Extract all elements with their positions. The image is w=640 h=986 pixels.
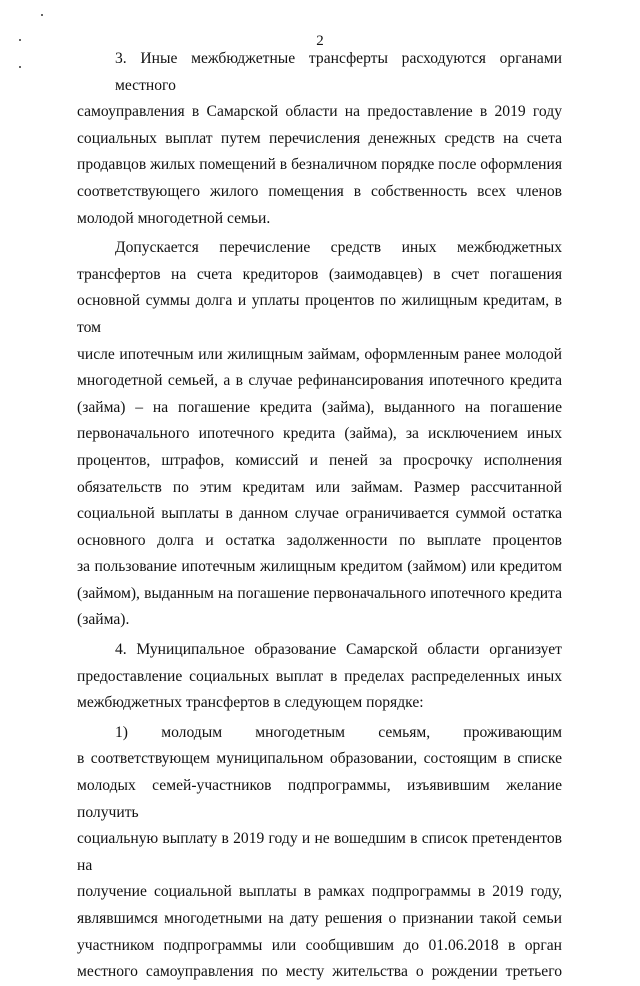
text-line: социальной выплаты в данном случае ограничивается суммой остатка xyxy=(77,505,562,523)
text-line: продавцов жилых помещений в безналичном порядке после оформления xyxy=(77,156,562,174)
text-line: (займа). xyxy=(77,611,130,629)
text-line: молодой многодетной семьи. xyxy=(77,209,271,227)
text-line: основной суммы долга и уплаты процентов по жилищным кредитам, в том xyxy=(77,292,562,336)
scan-speck xyxy=(41,14,43,16)
text-line: основного долга и остатка задолженности по выплате процентов xyxy=(77,531,562,549)
text-line: трансфертов на счета кредиторов (заимодавцев) в счет погашения xyxy=(77,265,562,283)
scan-speck xyxy=(19,66,21,68)
text-line: являвшимся многодетными на дату решения о признании такой семьи xyxy=(77,910,562,927)
text-line: процентов, штрафов, комиссий и пеней за просрочку исполнения xyxy=(77,451,562,469)
text-line: социальную выплату в 2019 году и не вошедшим в список претендентов на xyxy=(77,830,562,874)
text-line: местного самоуправления по месту жительства о рождении третьего xyxy=(77,963,562,981)
text-line: первоначального ипотечного кредита (займа), за исключением иных xyxy=(77,425,562,443)
text-line: предоставление социальных выплат в пределах распределенных иных xyxy=(77,667,562,685)
text-line: (займа) – на погашение кредита (займа), выданного на погашение xyxy=(77,398,562,416)
text-line: межбюджетных трансфертов в следующем порядке: xyxy=(77,694,424,712)
text-line: обязательств по этим кредитам или займам. Размер рассчитанной xyxy=(77,478,562,496)
text-line: за пользование ипотечным жилищным кредитом (займом) или кредитом xyxy=(77,558,562,576)
text-line: самоуправления в Самарской области на предоставление в 2019 году xyxy=(77,103,562,121)
text-line: молодых семей-участников подпрограммы, изъявившим желание получить xyxy=(77,777,562,821)
text-line: получение социальной выплаты в рамках подпрограммы в 2019 году, xyxy=(77,883,562,901)
text-line: соответствующего жилого помещения в собственность всех членов xyxy=(77,182,562,200)
text-line: (займом), выданным на погашение первоначального ипотечного кредита xyxy=(77,584,562,602)
text-line: социальных выплат путем перечисления денежных средств на счета xyxy=(77,129,562,147)
text-line: многодетной семьей, а в случае рефинансирования ипотечного кредита xyxy=(77,372,562,390)
document-body xyxy=(77,46,562,986)
text-line: участником подпрограммы или сообщившим до 01.06.2018 в орган xyxy=(77,936,562,954)
text-line: в соответствующем муниципальном образовании, состоящим в списке xyxy=(77,750,562,768)
page-number: 2 xyxy=(316,33,324,49)
text-line: 4. Муниципальное образование Самарской области организует xyxy=(115,641,562,659)
text-line: числе ипотечным или жилищным займам, оформленным ранее молодой xyxy=(77,345,562,363)
text-line: Допускается перечисление средств иных межбюджетных xyxy=(115,239,562,257)
text-line: 3. Иные межбюджетные трансферты расходуются органами местного xyxy=(115,50,562,94)
text-line: 1) молодым многодетным семьям, проживающим xyxy=(115,723,562,741)
